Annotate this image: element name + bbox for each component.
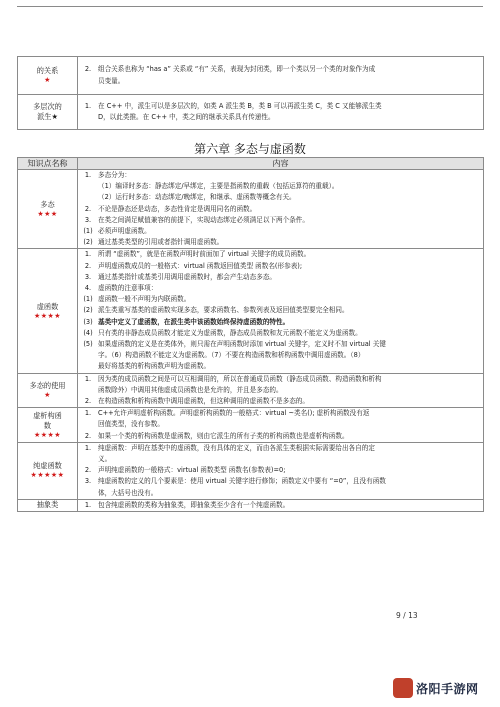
line-text: 通过基类类型的引用或者指针调用虚函数。 bbox=[98, 238, 224, 247]
content-line bbox=[78, 226, 479, 237]
knowledge-point-name: 的关系 bbox=[36, 66, 59, 75]
content-line bbox=[78, 204, 479, 215]
content-cell bbox=[78, 57, 484, 95]
line-text: 不论是静态还是动态，多态性肯定是调用同名的函数。 bbox=[98, 204, 257, 213]
line-text: 所谓 “虚函数”，就是在函数声明时前面加了 virtual 关键字的成员函数。 bbox=[98, 250, 311, 259]
knowledge-point-name: 虚函数 bbox=[36, 301, 59, 311]
column-header-knowledge-point: 知识点名称 bbox=[18, 158, 78, 170]
knowledge-table bbox=[17, 157, 484, 512]
knowledge-point-name-line2: 数 bbox=[43, 420, 52, 430]
line-number: (2) bbox=[83, 238, 93, 247]
knowledge-point-name: 抽象类 bbox=[36, 500, 59, 510]
line-text: 在 C++ 中，派生可以是多层次的，如类 A 派生类 B，类 B 可以再派生类 C，类 C 又能够派生类 bbox=[98, 101, 382, 110]
content-cell bbox=[78, 408, 484, 443]
line-number: 2. bbox=[84, 431, 92, 440]
content-line bbox=[78, 237, 479, 248]
line-number bbox=[78, 76, 98, 87]
table-row bbox=[18, 170, 484, 249]
content-cell bbox=[78, 170, 484, 249]
content-line bbox=[78, 317, 479, 328]
content-line bbox=[78, 361, 479, 372]
top-table-fragment bbox=[17, 56, 484, 130]
line-number: (1) bbox=[83, 227, 93, 236]
content-line bbox=[78, 476, 479, 487]
line-text: 虚函数一般不声明为内联函数。 bbox=[98, 295, 191, 304]
line-number: (2) bbox=[83, 306, 93, 315]
star-rating: ★★★ bbox=[37, 209, 58, 218]
line-text: 字。（6）构造函数不能定义为虚函数。（7）不要在构造函数和析构函数中调用虚函数。（8） bbox=[98, 351, 365, 360]
line-text: 虚函数的注意事项： bbox=[98, 284, 158, 293]
knowledge-point-name: 纯虚函数 bbox=[33, 461, 62, 471]
line-text: 组合关系也称为 “has a” 关系或 “有” 关系，表现为封闭类，即一个类以另一个类的对象作为成 bbox=[98, 65, 376, 74]
watermark-logo bbox=[393, 676, 497, 700]
knowledge-point-cell bbox=[18, 249, 78, 373]
content-line bbox=[78, 339, 479, 350]
line-number: 1. bbox=[84, 500, 92, 509]
content-line bbox=[78, 249, 479, 260]
content-line bbox=[78, 215, 479, 226]
line-text: 回值类型，没有参数。 bbox=[98, 420, 164, 429]
line-number: 2. bbox=[84, 65, 92, 74]
line-number: (3) bbox=[83, 317, 93, 326]
content-line bbox=[78, 170, 479, 181]
content-cell bbox=[78, 95, 484, 130]
line-text: 只有类的非静态成员函数才能定义为虚函数，静态成员函数和友元函数不能定义为虚函数。 bbox=[98, 328, 362, 337]
content-line bbox=[78, 283, 479, 294]
content-cell bbox=[78, 373, 484, 408]
content-line bbox=[78, 294, 479, 305]
table-row bbox=[18, 442, 484, 499]
content-line bbox=[78, 272, 479, 283]
line-number: 3. bbox=[84, 215, 92, 224]
line-text: 函数除外）中调用其他虚成员函数也是允许的，并且是多态的。 bbox=[98, 385, 283, 394]
table-row bbox=[18, 95, 484, 130]
line-text: 义。 bbox=[98, 455, 112, 464]
watermark-text: 洛阳手游网 bbox=[416, 681, 479, 696]
line-text: 纯虚函数的定义的几个要素是：使用 virtual 关键字进行修饰；函数定义中要有 “=0”，且没有函数 bbox=[98, 477, 386, 486]
line-text: 必须声明虚函数。 bbox=[98, 227, 151, 236]
line-text: 如果虚函数的定义是在类体外，则只需在声明函数时添加 virtual 关键字，定义时不加 virtual 关键 bbox=[98, 340, 386, 349]
top-border bbox=[17, 0, 483, 7]
line-number bbox=[78, 112, 98, 123]
knowledge-point-cell bbox=[18, 57, 78, 95]
knowledge-point-name: 多态 bbox=[40, 199, 55, 209]
content-cell bbox=[78, 499, 484, 511]
line-number: 1. bbox=[84, 171, 92, 179]
table-row bbox=[18, 249, 484, 373]
content-line bbox=[78, 192, 479, 203]
line-number: 1. bbox=[84, 101, 92, 110]
content-line bbox=[78, 454, 479, 465]
line-number: 2. bbox=[84, 261, 92, 270]
line-number: 1. bbox=[84, 374, 92, 383]
line-text: （1）编译时多态：静态绑定/早绑定，主要是指函数的重载（包括运算符的重载）。 bbox=[98, 182, 339, 191]
knowledge-point-cell bbox=[18, 442, 78, 499]
knowledge-point-cell bbox=[18, 499, 78, 511]
knowledge-point-cell bbox=[18, 373, 78, 408]
content-line bbox=[78, 76, 479, 87]
line-text: 声明纯虚函数的一般格式：virtual 函数类型 函数名(参数表)=0; bbox=[98, 466, 286, 475]
knowledge-point-cell bbox=[18, 95, 78, 130]
line-number: 1. bbox=[84, 409, 92, 418]
content-line bbox=[78, 408, 479, 419]
line-text: 基类中定义了虚函数，在派生类中该函数始终保持虚函数的特性。 bbox=[98, 317, 290, 326]
content-line bbox=[78, 181, 479, 192]
line-text: （2）运行时多态：动态绑定/晚绑定，和继承、虚函数等概念有关。 bbox=[98, 193, 296, 202]
line-text: 最好将基类的析构函数声明为虚函数。 bbox=[98, 362, 211, 371]
line-number: (4) bbox=[83, 328, 93, 337]
column-header-content: 内容 bbox=[78, 158, 484, 170]
line-number: 1. bbox=[84, 443, 92, 452]
content-line bbox=[78, 350, 479, 361]
line-text: C++允许声明虚析构函数。声明虚析构函数的一般格式：virtual ~类名(); 虚析构函数没有返 bbox=[98, 409, 370, 418]
content-line bbox=[78, 112, 479, 123]
content-line bbox=[78, 488, 479, 499]
content-line bbox=[78, 385, 479, 396]
knowledge-point-name: 多层次的 bbox=[33, 102, 62, 111]
line-text: 在构造函数和析构函数中调用虚函数，但这种调用的虚函数不是多态的。 bbox=[98, 397, 309, 406]
knowledge-point-name-line2: 派生★ bbox=[37, 112, 58, 121]
content-cell bbox=[78, 249, 484, 373]
content-line bbox=[78, 443, 479, 454]
table-row bbox=[18, 373, 484, 408]
line-text: 包含纯虚函数的类称为抽象类，即抽象类至少含有一个纯虚函数。 bbox=[98, 500, 290, 509]
line-number: 2. bbox=[84, 397, 92, 406]
line-number: 2. bbox=[84, 204, 92, 213]
table-header-row bbox=[18, 158, 484, 170]
knowledge-point-name: 多态的使用 bbox=[29, 380, 66, 390]
star-rating: ★★★★ bbox=[33, 430, 62, 439]
line-text: 体，大括号也没有。 bbox=[98, 488, 158, 497]
content-line bbox=[78, 374, 479, 385]
line-text: 因为类的成员函数之间是可以互相调用的，所以在普通成员函数（静态成员函数、构造函数和析构 bbox=[98, 374, 382, 383]
page-number: 9 / 13 bbox=[396, 611, 418, 620]
knowledge-point-cell bbox=[18, 170, 78, 249]
table-row bbox=[18, 499, 484, 511]
line-text: 纯虚函数：声明在基类中的虚函数，没有具体的定义，而由各派生类根据实际需要给出各自的定 bbox=[98, 443, 375, 452]
line-text: 通过基类指针或基类引用调用虚函数时，都会产生动态多态。 bbox=[98, 272, 277, 281]
line-text: 员变量。 bbox=[98, 76, 125, 85]
line-number: (5) bbox=[83, 340, 93, 349]
line-text: 多态分为： bbox=[98, 171, 131, 179]
line-text: 声明虚函数成员的一般格式：virtual 函数返回值类型 函数名(形参表); bbox=[98, 261, 303, 270]
line-text: 派生类重写基类的虚函数实现多态，要求函数名、参数列表及返回值类型要完全相同。 bbox=[98, 306, 349, 315]
line-number: 4. bbox=[84, 284, 92, 293]
content-line bbox=[78, 261, 479, 272]
line-number: (1) bbox=[83, 295, 93, 304]
content-cell bbox=[78, 442, 484, 499]
knowledge-point-name: 虚析构函 bbox=[33, 410, 62, 420]
chapter-title: 第六章 多态与虚函数 bbox=[194, 142, 306, 156]
star-rating: ★ bbox=[44, 390, 51, 399]
watermark-icon bbox=[393, 678, 413, 698]
table-row bbox=[18, 57, 484, 95]
content-line bbox=[78, 101, 479, 112]
line-text: 如果一个类的析构函数是虚函数，则由它派生的所有子类的析构函数也是虚析构函数。 bbox=[98, 431, 349, 440]
line-number: 3. bbox=[84, 477, 92, 486]
line-number: 1. bbox=[84, 250, 92, 259]
star-rating: ★★★★★ bbox=[30, 471, 65, 480]
knowledge-point-cell bbox=[18, 408, 78, 443]
content-line bbox=[78, 431, 479, 442]
line-number: 2. bbox=[84, 466, 92, 475]
line-number: 3. bbox=[84, 272, 92, 281]
content-line bbox=[78, 305, 479, 316]
content-line bbox=[78, 465, 479, 476]
content-line bbox=[78, 419, 479, 430]
content-line bbox=[78, 500, 479, 511]
line-text: D，以此类推。在 C++ 中，类之间的继承关系具有传递性。 bbox=[98, 113, 275, 121]
star-rating: ★ bbox=[44, 76, 51, 84]
content-line bbox=[78, 64, 479, 75]
table-row bbox=[18, 408, 484, 443]
content-line bbox=[78, 328, 479, 339]
line-text: 在类之间满足赋值兼容的前提下，实现动态绑定必须满足以下两个条件。 bbox=[98, 215, 309, 224]
star-rating: ★★★★ bbox=[33, 311, 62, 320]
content-line bbox=[78, 396, 479, 407]
